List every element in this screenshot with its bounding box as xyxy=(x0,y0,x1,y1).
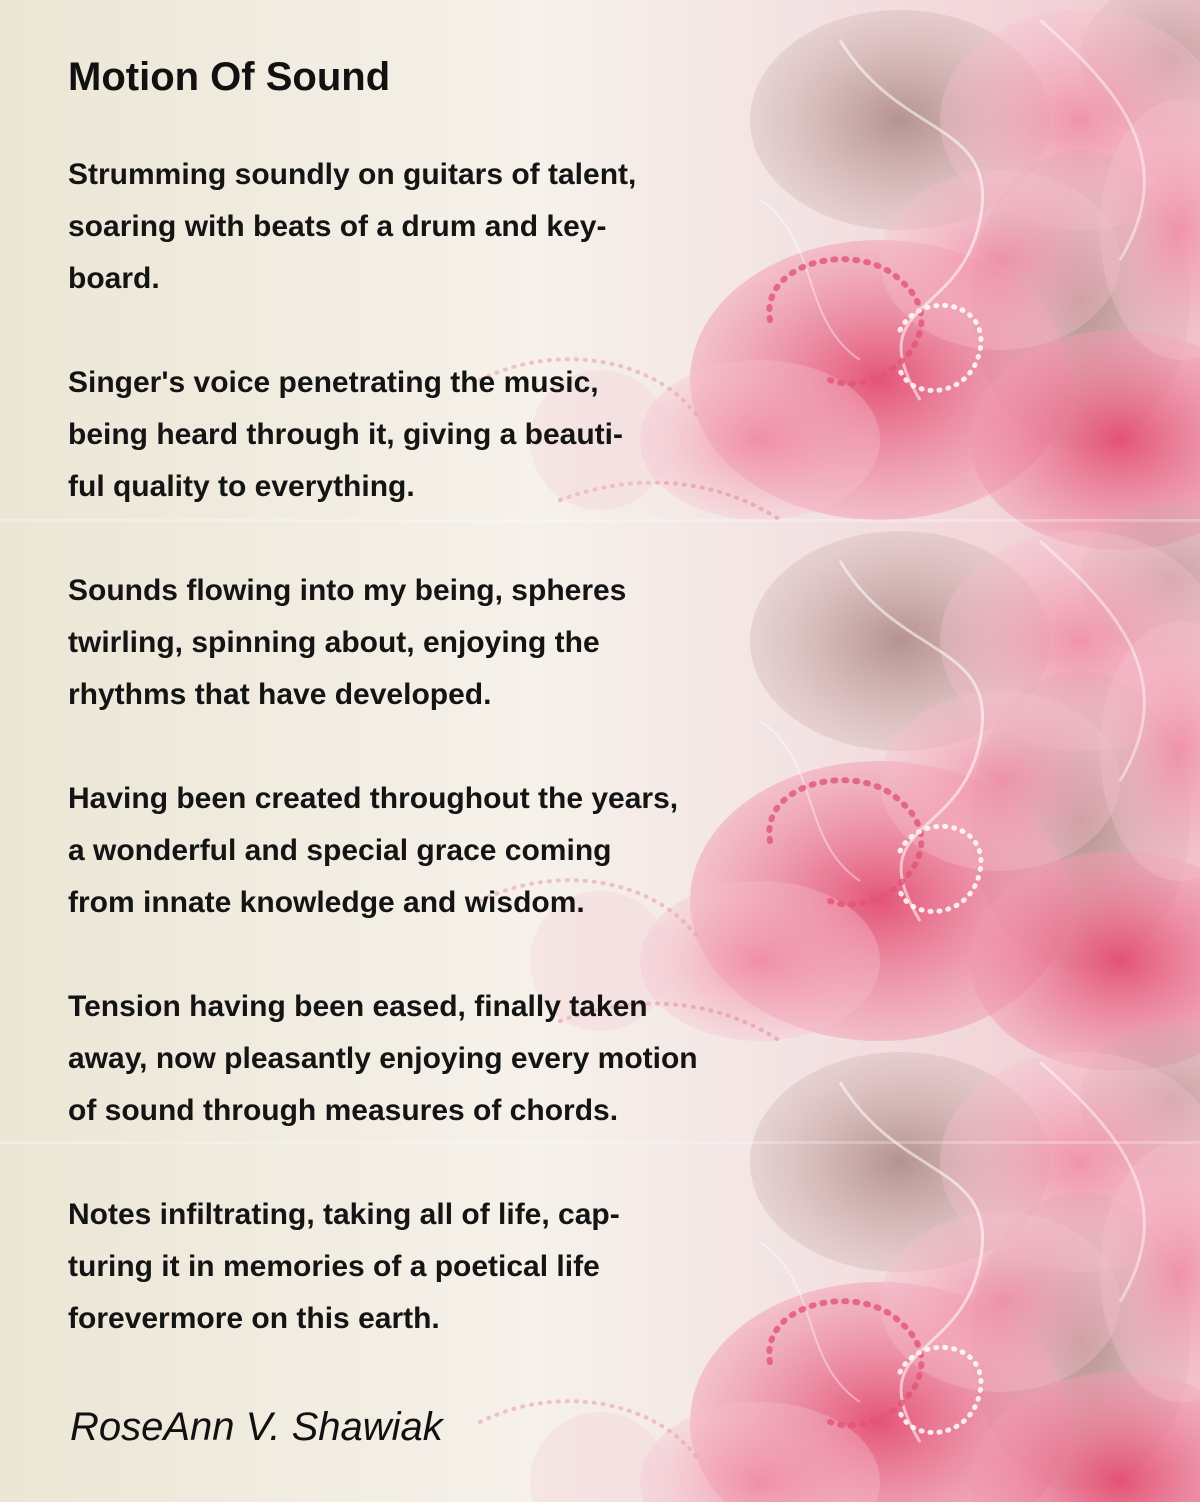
stanza-line: turing it in memories of a poetical life xyxy=(68,1250,600,1283)
poem-title: Motion Of Sound xyxy=(68,55,391,99)
stanza-6 xyxy=(68,1189,828,1345)
stanza-line: soaring with beats of a drum and key- xyxy=(68,210,607,243)
stanza-line: away, now pleasantly enjoying every motion xyxy=(68,1042,698,1075)
stanza-line: Sounds flowing into my being, spheres xyxy=(68,574,627,607)
stanza-4 xyxy=(68,773,828,929)
stanza-line: rhythms that have developed. xyxy=(68,678,492,711)
stanza-line: Notes infiltrating, taking all of life, cap- xyxy=(68,1198,620,1231)
poem-author: RoseAnn V. Shawiak xyxy=(70,1405,443,1449)
stanza-line: twirling, spinning about, enjoying the xyxy=(68,626,600,659)
stanza-line: forevermore on this earth. xyxy=(68,1302,440,1335)
stanza-2 xyxy=(68,357,828,513)
stanza-line: Tension having been eased, finally taken xyxy=(68,990,648,1023)
stanza-line: Singer's voice penetrating the music, xyxy=(68,366,599,399)
stanza-line: Strumming soundly on guitars of talent, xyxy=(68,158,637,191)
stanza-line: being heard through it, giving a beauti- xyxy=(68,418,623,451)
stanza-line: from innate knowledge and wisdom. xyxy=(68,886,585,919)
stanza-line: board. xyxy=(68,262,160,295)
stanza-line: ful quality to everything. xyxy=(68,470,415,503)
stanza-3 xyxy=(68,565,828,721)
stanza-line: a wonderful and special grace coming xyxy=(68,834,612,867)
stanza-5 xyxy=(68,981,828,1137)
stanza-line: Having been created throughout the years, xyxy=(68,782,679,815)
stanza-line: of sound through measures of chords. xyxy=(68,1094,619,1127)
stanza-1 xyxy=(68,149,828,305)
